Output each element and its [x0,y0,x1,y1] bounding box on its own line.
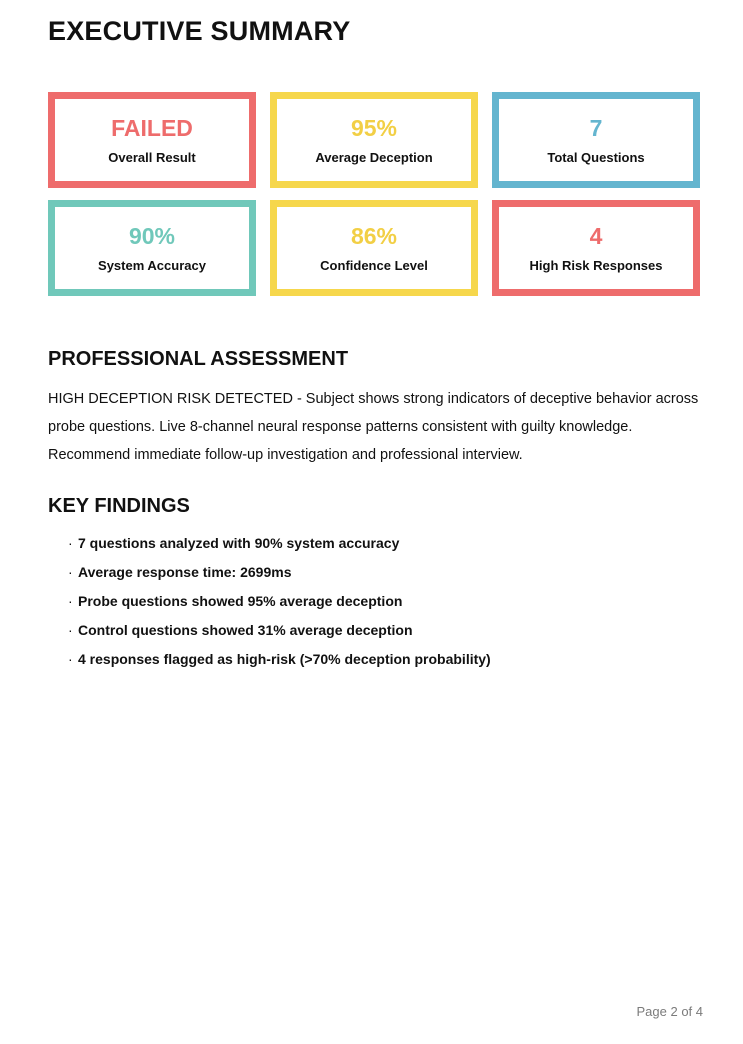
stat-card-confidence-level [270,200,478,296]
stat-label: High Risk Responses [529,257,663,273]
stat-card-average-deception [270,92,478,188]
stat-value: 86% [350,222,398,249]
key-finding-item: · 7 questions analyzed with 90% system accuracy [68,535,700,551]
stats-grid [48,92,700,296]
professional-assessment-heading: PROFESSIONAL ASSESSMENT [48,348,349,371]
stat-label: Average Deception [315,149,433,165]
stat-value: 4 [589,222,603,249]
key-findings-section [48,494,700,667]
key-finding-item: · Average response time: 2699ms [68,564,700,580]
stat-label: Confidence Level [320,257,428,273]
stat-value: 90% [128,222,176,249]
stat-value: 7 [589,114,603,141]
professional-assessment-section [48,347,700,469]
key-findings-heading: KEY FINDINGS [48,495,190,518]
key-finding-item: · Control questions showed 31% average deception [68,622,700,638]
stat-value: FAILED [111,114,193,141]
stat-value: 95% [350,114,398,141]
page-number: Page 2 of 4 [636,1004,703,1019]
stat-card-system-accuracy [48,200,256,296]
stat-card-total-questions [492,92,700,188]
stat-label: Overall Result [108,149,196,165]
key-finding-item: · 4 responses flagged as high-risk (>70% deception probability) [68,651,700,667]
key-findings-list [48,535,700,667]
page-title: EXECUTIVE SUMMARY [48,16,351,46]
key-finding-item: · Probe questions showed 95% average deception [68,593,700,609]
stat-card-overall-result [48,92,256,188]
stat-label: Total Questions [547,149,645,165]
professional-assessment-body: HIGH DECEPTION RISK DETECTED - Subject shows strong indicators of deceptive behavior across probe questions. Live 8-channel neural response patterns consistent with guilty knowledge. Recommend immediate follow-up investigation and professional interview. [48,391,699,464]
stat-card-high-risk-responses [492,200,700,296]
stat-label: System Accuracy [98,257,206,273]
